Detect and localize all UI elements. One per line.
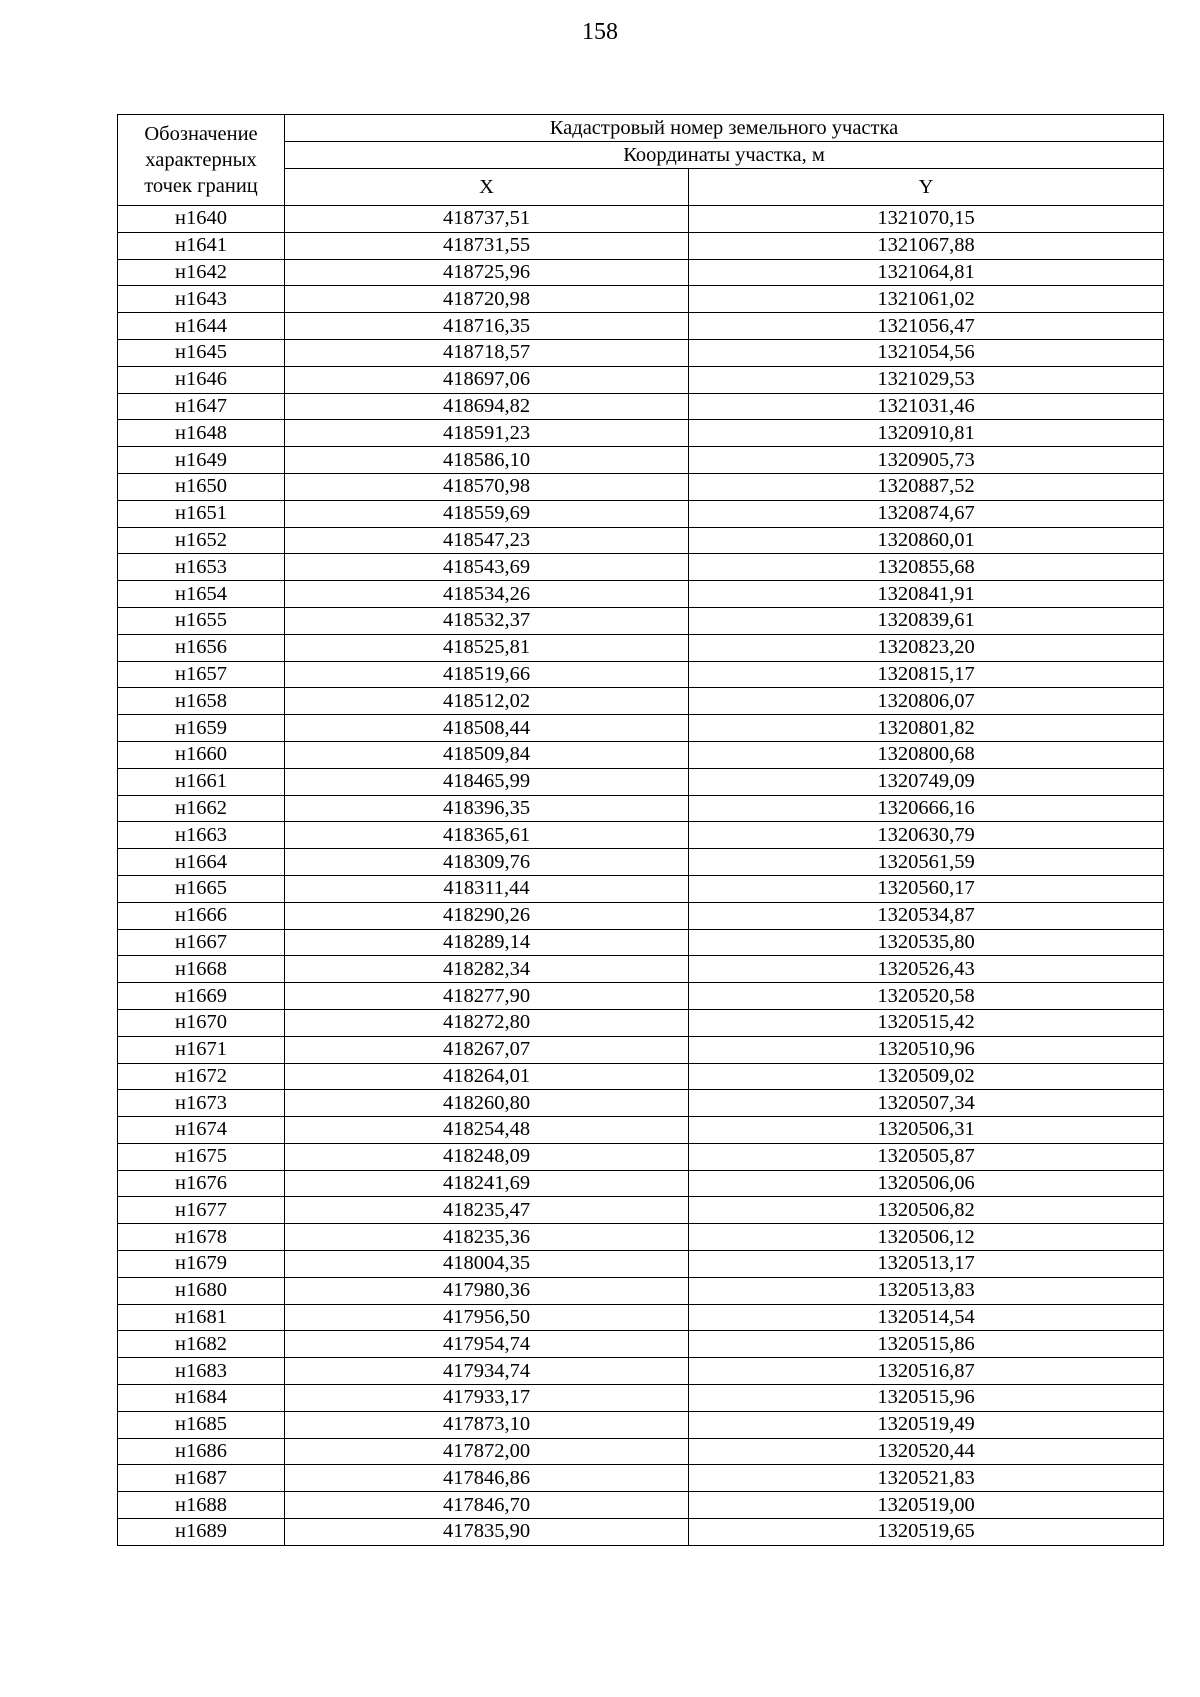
y-coordinate-cell: 1320505,87 [689,1143,1164,1170]
y-coordinate-cell: 1321029,53 [689,366,1164,393]
x-coordinate-cell: 418272,80 [285,1009,689,1036]
y-coordinate-cell: 1320516,87 [689,1358,1164,1385]
x-coordinate-cell: 417846,70 [285,1492,689,1519]
x-coordinate-cell: 417934,74 [285,1358,689,1385]
y-coordinate-cell: 1320519,00 [689,1492,1164,1519]
x-coordinate-cell: 417835,90 [285,1519,689,1546]
x-coordinate-cell: 418737,51 [285,206,689,233]
x-coordinate-cell: 418519,66 [285,661,689,688]
point-id-cell: н1679 [118,1251,285,1278]
x-coordinate-cell: 418570,98 [285,473,689,500]
x-coordinate-cell: 418267,07 [285,1036,689,1063]
coordinates-table [117,114,1164,1546]
point-id-cell: н1653 [118,554,285,581]
y-coordinate-cell: 1321056,47 [689,313,1164,340]
point-id-cell: н1663 [118,822,285,849]
y-coordinate-cell: 1320514,54 [689,1304,1164,1331]
x-coordinate-cell: 418235,36 [285,1224,689,1251]
table-row [118,339,1164,366]
table-row [118,393,1164,420]
x-coordinate-cell: 418543,69 [285,554,689,581]
point-label-line: Обозначение [144,123,258,145]
x-column-header: X [285,169,689,206]
table-row [118,581,1164,608]
table-body [118,206,1164,1546]
table-row [118,1036,1164,1063]
y-coordinate-cell: 1321031,46 [689,393,1164,420]
x-coordinate-cell: 417872,00 [285,1438,689,1465]
point-id-cell: н1685 [118,1411,285,1438]
coordinates-header: Координаты участка, м [285,142,1164,169]
point-id-cell: н1684 [118,1385,285,1412]
y-coordinate-cell: 1320515,42 [689,1009,1164,1036]
table-row [118,607,1164,634]
x-coordinate-cell: 418697,06 [285,366,689,393]
y-coordinate-cell: 1320806,07 [689,688,1164,715]
table-row [118,634,1164,661]
x-coordinate-cell: 418532,37 [285,607,689,634]
point-id-cell: н1667 [118,929,285,956]
point-id-cell: н1664 [118,849,285,876]
y-coordinate-cell: 1320513,83 [689,1277,1164,1304]
y-coordinate-cell: 1320506,06 [689,1170,1164,1197]
point-id-cell: н1687 [118,1465,285,1492]
table-row [118,1385,1164,1412]
table-row [118,1197,1164,1224]
y-coordinate-cell: 1320860,01 [689,527,1164,554]
point-id-cell: н1662 [118,795,285,822]
y-coordinate-cell: 1320666,16 [689,795,1164,822]
point-id-cell: н1641 [118,232,285,259]
point-id-cell: н1649 [118,447,285,474]
y-coordinate-cell: 1321054,56 [689,339,1164,366]
y-coordinate-cell: 1320815,17 [689,661,1164,688]
x-coordinate-cell: 418591,23 [285,420,689,447]
x-coordinate-cell: 417980,36 [285,1277,689,1304]
point-id-cell: н1677 [118,1197,285,1224]
point-id-cell: н1648 [118,420,285,447]
point-id-cell: н1658 [118,688,285,715]
point-id-cell: н1645 [118,339,285,366]
x-coordinate-cell: 418277,90 [285,983,689,1010]
x-coordinate-cell: 418465,99 [285,768,689,795]
x-coordinate-cell: 418241,69 [285,1170,689,1197]
x-coordinate-cell: 417933,17 [285,1385,689,1412]
table-row [118,313,1164,340]
x-coordinate-cell: 418720,98 [285,286,689,313]
x-coordinate-cell: 418508,44 [285,715,689,742]
table-row [118,1438,1164,1465]
table-row [118,206,1164,233]
y-coordinate-cell: 1320839,61 [689,607,1164,634]
y-coordinate-cell: 1320855,68 [689,554,1164,581]
point-id-cell: н1665 [118,875,285,902]
y-coordinate-cell: 1320535,80 [689,929,1164,956]
point-id-cell: н1640 [118,206,285,233]
point-id-cell: н1644 [118,313,285,340]
point-id-cell: н1688 [118,1492,285,1519]
y-coordinate-cell: 1320519,49 [689,1411,1164,1438]
point-id-cell: н1678 [118,1224,285,1251]
point-id-cell: н1654 [118,581,285,608]
y-coordinate-cell: 1320507,34 [689,1090,1164,1117]
y-coordinate-cell: 1320515,86 [689,1331,1164,1358]
cadastral-number-header: Кадастровый номер земельного участка [285,115,1164,142]
y-coordinate-cell: 1321067,88 [689,232,1164,259]
y-coordinate-cell: 1320506,31 [689,1117,1164,1144]
y-coordinate-cell: 1320874,67 [689,500,1164,527]
point-id-cell: н1666 [118,902,285,929]
x-coordinate-cell: 418512,02 [285,688,689,715]
x-coordinate-cell: 418004,35 [285,1251,689,1278]
y-coordinate-cell: 1320515,96 [689,1385,1164,1412]
y-coordinate-cell: 1320506,82 [689,1197,1164,1224]
x-coordinate-cell: 418260,80 [285,1090,689,1117]
table-row [118,822,1164,849]
table-row [118,1224,1164,1251]
point-id-cell: н1643 [118,286,285,313]
point-id-cell: н1675 [118,1143,285,1170]
y-coordinate-cell: 1320823,20 [689,634,1164,661]
point-id-cell: н1670 [118,1009,285,1036]
point-label-header [118,115,285,206]
y-coordinate-cell: 1320526,43 [689,956,1164,983]
table-row [118,1009,1164,1036]
x-coordinate-cell: 418254,48 [285,1117,689,1144]
point-id-cell: н1660 [118,741,285,768]
table-row [118,420,1164,447]
y-coordinate-cell: 1320887,52 [689,473,1164,500]
y-coordinate-cell: 1320560,17 [689,875,1164,902]
table-row [118,849,1164,876]
page-number: 158 [582,19,618,45]
point-id-cell: н1689 [118,1519,285,1546]
table-row [118,259,1164,286]
table-row [118,956,1164,983]
point-id-cell: н1642 [118,259,285,286]
x-coordinate-cell: 418365,61 [285,822,689,849]
table-row [118,366,1164,393]
table-row [118,527,1164,554]
x-coordinate-cell: 418396,35 [285,795,689,822]
x-coordinate-cell: 418290,26 [285,902,689,929]
point-id-cell: н1676 [118,1170,285,1197]
y-coordinate-cell: 1320561,59 [689,849,1164,876]
point-id-cell: н1657 [118,661,285,688]
y-coordinate-cell: 1321061,02 [689,286,1164,313]
table-row [118,500,1164,527]
point-id-cell: н1672 [118,1063,285,1090]
x-coordinate-cell: 418309,76 [285,849,689,876]
table-row [118,1170,1164,1197]
point-id-cell: н1682 [118,1331,285,1358]
x-coordinate-cell: 417846,86 [285,1465,689,1492]
point-id-cell: н1646 [118,366,285,393]
table-row [118,554,1164,581]
y-coordinate-cell: 1320534,87 [689,902,1164,929]
y-column-header: Y [689,169,1164,206]
x-coordinate-cell: 417954,74 [285,1331,689,1358]
table-header [118,115,1164,206]
y-coordinate-cell: 1320801,82 [689,715,1164,742]
x-coordinate-cell: 418264,01 [285,1063,689,1090]
point-id-cell: н1651 [118,500,285,527]
x-coordinate-cell: 418716,35 [285,313,689,340]
y-coordinate-cell: 1320510,96 [689,1036,1164,1063]
table-row [118,741,1164,768]
point-id-cell: н1656 [118,634,285,661]
table-row [118,795,1164,822]
table-row [118,447,1164,474]
table-row [118,286,1164,313]
table-row [118,1277,1164,1304]
table-row [118,232,1164,259]
x-coordinate-cell: 418725,96 [285,259,689,286]
y-coordinate-cell: 1320800,68 [689,741,1164,768]
table-row [118,1251,1164,1278]
y-coordinate-cell: 1320749,09 [689,768,1164,795]
point-id-cell: н1650 [118,473,285,500]
y-coordinate-cell: 1320519,65 [689,1519,1164,1546]
x-coordinate-cell: 418547,23 [285,527,689,554]
point-id-cell: н1659 [118,715,285,742]
table-row [118,473,1164,500]
x-coordinate-cell: 418235,47 [285,1197,689,1224]
x-coordinate-cell: 418248,09 [285,1143,689,1170]
table-row [118,1331,1164,1358]
table-row [118,661,1164,688]
table-row [118,983,1164,1010]
table-row [118,1063,1164,1090]
x-coordinate-cell: 418509,84 [285,741,689,768]
y-coordinate-cell: 1320910,81 [689,420,1164,447]
table-row [118,1090,1164,1117]
point-id-cell: н1681 [118,1304,285,1331]
y-coordinate-cell: 1320630,79 [689,822,1164,849]
y-coordinate-cell: 1320521,83 [689,1465,1164,1492]
point-id-cell: н1647 [118,393,285,420]
table-row [118,1492,1164,1519]
table-row [118,715,1164,742]
table-row [118,1411,1164,1438]
y-coordinate-cell: 1320841,91 [689,581,1164,608]
table-row [118,929,1164,956]
x-coordinate-cell: 418559,69 [285,500,689,527]
x-coordinate-cell: 418694,82 [285,393,689,420]
y-coordinate-cell: 1320506,12 [689,1224,1164,1251]
x-coordinate-cell: 418311,44 [285,875,689,902]
table-row [118,1304,1164,1331]
table-row [118,768,1164,795]
table-row [118,1465,1164,1492]
point-id-cell: н1686 [118,1438,285,1465]
point-id-cell: н1683 [118,1358,285,1385]
point-id-cell: н1661 [118,768,285,795]
table-row [118,688,1164,715]
table-row [118,875,1164,902]
y-coordinate-cell: 1320513,17 [689,1251,1164,1278]
point-id-cell: н1674 [118,1117,285,1144]
point-id-cell: н1671 [118,1036,285,1063]
table-row [118,1117,1164,1144]
point-id-cell: н1673 [118,1090,285,1117]
x-coordinate-cell: 418586,10 [285,447,689,474]
point-id-cell: н1680 [118,1277,285,1304]
x-coordinate-cell: 417873,10 [285,1411,689,1438]
x-coordinate-cell: 418534,26 [285,581,689,608]
point-id-cell: н1655 [118,607,285,634]
y-coordinate-cell: 1320905,73 [689,447,1164,474]
point-label-line: точек границ [144,175,258,197]
y-coordinate-cell: 1321064,81 [689,259,1164,286]
point-label-line: характерных [145,149,257,171]
x-coordinate-cell: 418282,34 [285,956,689,983]
y-coordinate-cell: 1320509,02 [689,1063,1164,1090]
x-coordinate-cell: 418525,81 [285,634,689,661]
x-coordinate-cell: 418718,57 [285,339,689,366]
table-row [118,1143,1164,1170]
point-id-cell: н1669 [118,983,285,1010]
x-coordinate-cell: 417956,50 [285,1304,689,1331]
x-coordinate-cell: 418731,55 [285,232,689,259]
point-id-cell: н1668 [118,956,285,983]
y-coordinate-cell: 1320520,44 [689,1438,1164,1465]
table-row [118,1519,1164,1546]
table-row [118,902,1164,929]
y-coordinate-cell: 1320520,58 [689,983,1164,1010]
x-coordinate-cell: 418289,14 [285,929,689,956]
point-id-cell: н1652 [118,527,285,554]
y-coordinate-cell: 1321070,15 [689,206,1164,233]
table-row [118,1358,1164,1385]
